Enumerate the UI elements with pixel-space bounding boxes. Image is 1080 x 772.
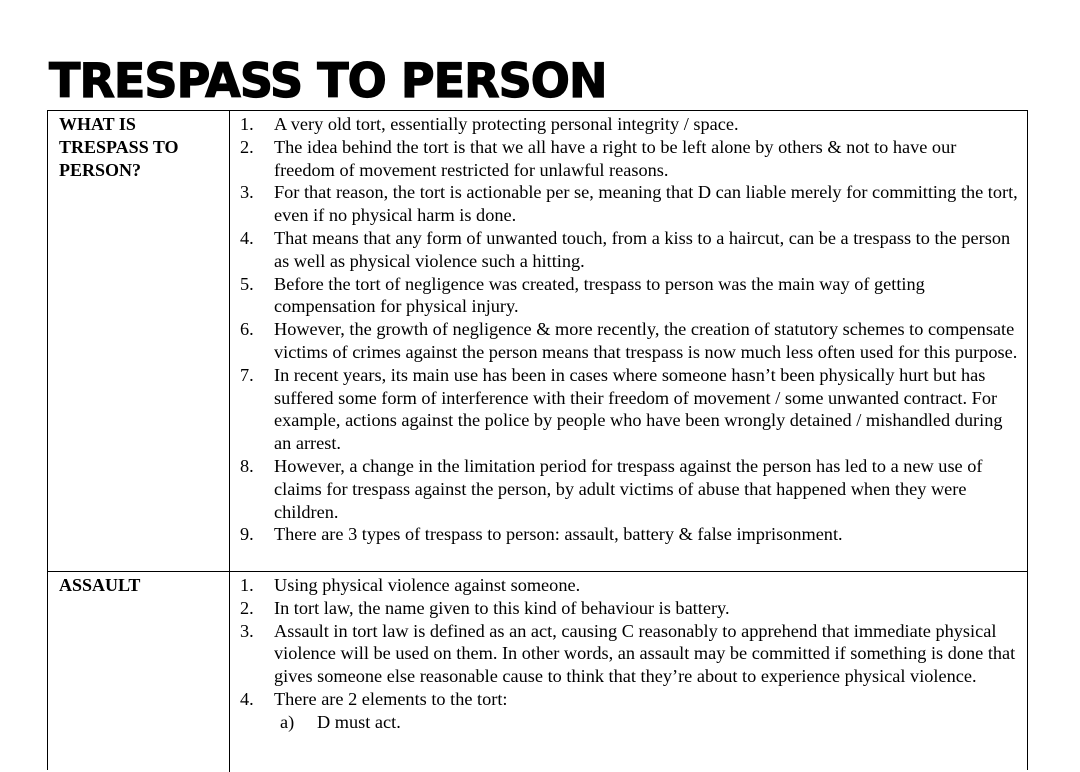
row-heading-assault [59, 574, 140, 597]
row-heading-line: ASSAULT [59, 575, 141, 595]
item-text: Using physical violence against someone. [274, 575, 581, 595]
item-text: However, the growth of negligence & more recently, the creation of statutory schemes to compensate victims of crimes against the person means that trespass is now much less often used for this purpose. [274, 319, 1018, 362]
list-item [238, 688, 1021, 711]
assault-list [238, 574, 1021, 734]
item-text: Assault in tort law is defined as an act, causing C reasonably to apprehend that immediate physical violence will be used on them. In other words, an assault may be committed if something is done that gives someone else reasonable cause to think that they’re about to experience physical violence. [274, 620, 1016, 687]
table-row-what-is [48, 111, 1027, 571]
list-item [238, 364, 1021, 455]
item-number: 2. [240, 136, 254, 157]
table-row-assault [48, 571, 1027, 772]
column-divider [229, 572, 230, 772]
list-item [238, 523, 1021, 546]
row-heading-what-is [59, 113, 179, 181]
item-text: That means that any form of unwanted touch, from a kiss to a haircut, can be a trespass to the person as well as physical violence such a hitting. [274, 227, 1011, 271]
list-item [238, 318, 1021, 364]
item-letter: a) [280, 711, 295, 732]
page-title: TRESPASS TO PERSON [49, 54, 607, 109]
list-item [238, 620, 1021, 688]
item-number: 1. [240, 114, 254, 134]
item-text: In recent years, its main use has been in cases where someone hasn’t been physically hurt but has suffered some form of interference with their freedom of movement / some unwanted contract. For example, actions against the police by people who have been wrongly detained / mishandled during an arrest. [274, 364, 1003, 454]
list-item [238, 455, 1021, 523]
sub-list-item [238, 711, 1021, 734]
item-text: In tort law, the name given to this kind of behaviour is battery. [274, 597, 730, 618]
item-number: 3. [240, 620, 254, 641]
row-heading-line: WHAT IS [59, 114, 136, 134]
item-text: For that reason, the tort is actionable per se, meaning that D can liable merely for committing the tort, even if no physical harm is done. [274, 182, 1018, 226]
item-text: However, a change in the limitation period for trespass against the person has led to a new use of claims for trespass against the person, by adult victims of abuse that happened when they were children. [274, 455, 983, 522]
item-number: 3. [240, 182, 254, 203]
item-number: 6. [240, 319, 254, 340]
item-number: 4. [240, 227, 254, 248]
item-number: 5. [240, 273, 254, 294]
item-number: 2. [240, 597, 254, 618]
item-number: 1. [240, 575, 254, 595]
item-text: The idea behind the tort is that we all have a right to be left alone by others & not to have our freedom of movement restricted for unlawful reasons. [274, 136, 957, 180]
item-text: There are 2 elements to the tort: [274, 688, 508, 709]
list-item [238, 181, 1021, 227]
item-number: 7. [240, 364, 254, 385]
item-number: 9. [240, 524, 254, 545]
what-is-list [238, 113, 1021, 546]
list-item [238, 574, 1021, 597]
item-text: Before the tort of negligence was created, trespass to person was the main way of getting compensation for physical injury. [274, 273, 925, 317]
column-divider [229, 111, 230, 571]
list-item [238, 597, 1021, 620]
list-item [238, 113, 1021, 136]
item-text: A very old tort, essentially protecting personal integrity / space. [274, 114, 739, 134]
item-text: D must act. [317, 711, 401, 732]
item-number: 4. [240, 688, 254, 709]
row-heading-line: TRESPASS TO [59, 136, 179, 157]
list-item [238, 273, 1021, 319]
item-number: 8. [240, 455, 254, 476]
item-text: There are 3 types of trespass to person: assault, battery & false imprisonment. [274, 524, 843, 545]
list-item [238, 227, 1021, 273]
list-item [238, 136, 1021, 182]
row-heading-line: PERSON? [59, 159, 142, 180]
notes-table [47, 110, 1028, 770]
